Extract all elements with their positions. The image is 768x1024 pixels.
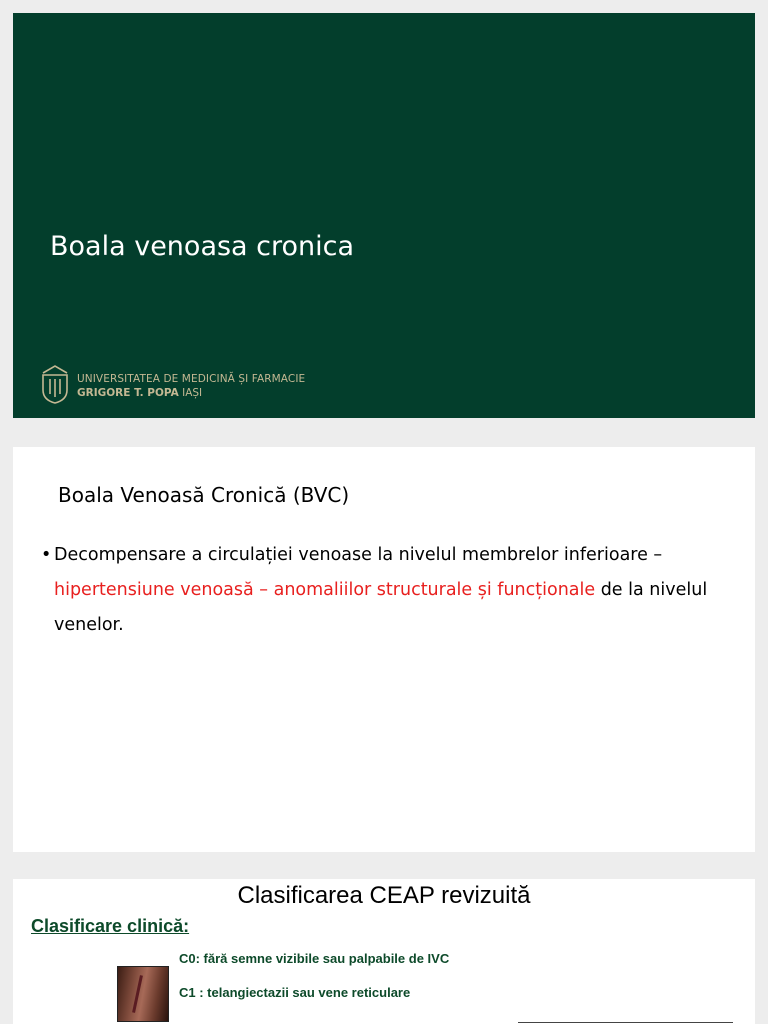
slide-subtitle: Clasificare clinică:: [31, 916, 190, 936]
logo-city: IAȘI: [178, 387, 203, 399]
university-logo: [40, 364, 340, 406]
logo-name: GRIGORE T. POPA: [77, 387, 179, 399]
title-slide: [13, 13, 755, 418]
leg-photo-thumbnail: [117, 966, 169, 1022]
slide-title: Boala venoasa cronica: [50, 231, 355, 262]
classification-slide: [13, 879, 755, 1024]
logo-line-2: [77, 387, 202, 399]
class-c1-label: C1 : telangiectazii sau vene reticulare: [179, 985, 411, 1000]
university-crest-icon: [40, 364, 70, 404]
bullet-text: [54, 538, 731, 643]
bullet-marker: •: [41, 545, 52, 565]
divider-line: [518, 1022, 733, 1023]
bullet-text-start: Decompensare a circulației venoase la nivelul membrelor inferioare –: [54, 545, 663, 565]
bullet-text-end: de la nivelul venelor.: [54, 580, 708, 635]
bullet-item: [41, 538, 731, 643]
definition-slide: [13, 447, 755, 852]
slide-heading: Boala Venoasă Cronică (BVC): [58, 483, 350, 507]
bullet-text-highlight: hipertensiune venoasă – anomaliilor structurale și funcționale: [54, 580, 596, 600]
logo-line-1: UNIVERSITATEA DE MEDICINĂ ȘI FARMACIE: [77, 373, 306, 385]
class-c0-label: C0: fără semne vizibile sau palpabile de IVC: [179, 951, 450, 966]
slide-title: Clasificarea CEAP revizuită: [237, 882, 531, 909]
